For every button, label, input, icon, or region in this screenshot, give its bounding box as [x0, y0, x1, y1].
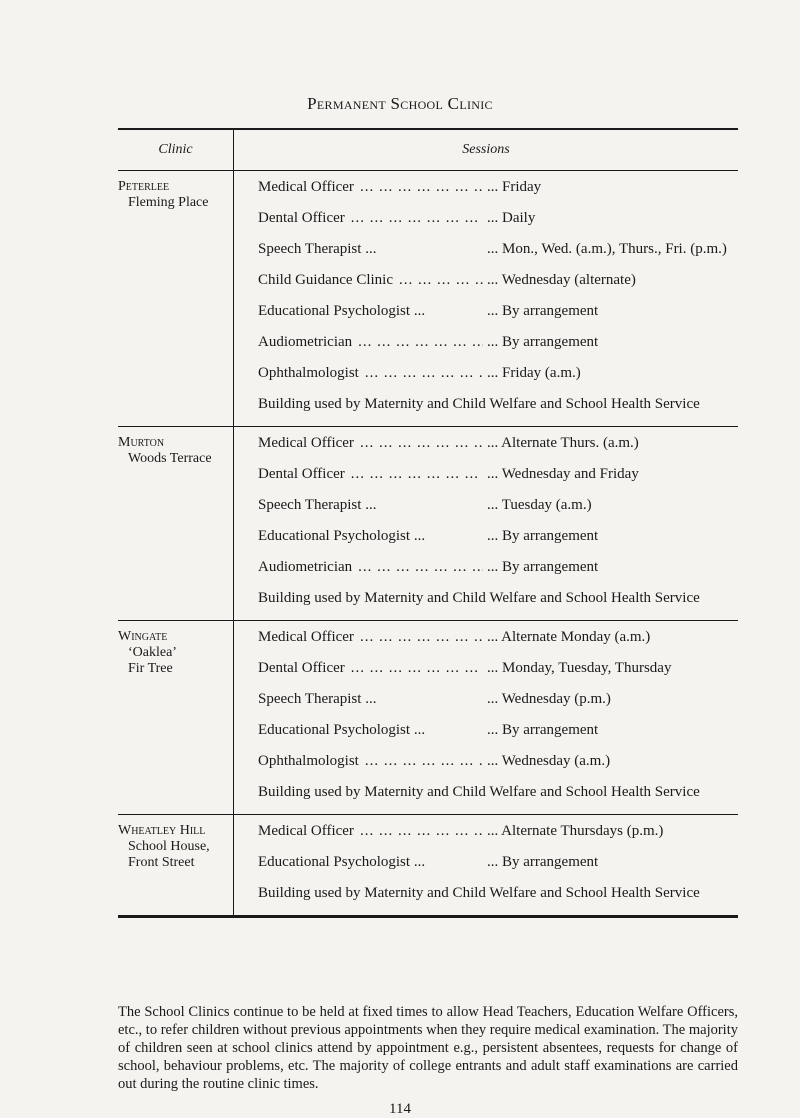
- leader-dots: [354, 433, 483, 453]
- clinic-address-line: Front Street: [128, 855, 195, 870]
- clinic-section: [118, 170, 738, 426]
- clinic-section: [118, 426, 738, 620]
- session-role: [258, 270, 483, 290]
- clinic-table: [118, 128, 738, 918]
- session-schedule: ... Alternate Thursdays (p.m.): [487, 823, 664, 839]
- clinic-section: [118, 620, 738, 814]
- session-row: [258, 689, 738, 720]
- session-row: [258, 239, 738, 270]
- leader-dots: [359, 363, 483, 383]
- session-role-text: Medical Officer: [258, 823, 354, 839]
- session-schedule: ... By arrangement: [487, 559, 599, 575]
- session-schedule: ... By arrangement: [487, 722, 599, 738]
- session-schedule: ... Wednesday (p.m.): [487, 691, 611, 707]
- session-role-text: Educational Psychologist ...: [258, 303, 426, 319]
- table-header-row: [118, 130, 738, 170]
- body-paragraph: The School Clinics continue to be held at fixed times to allow Head Teachers, Education Welfare Officers, etc., to refer children without previous appointments when they require medical examination. The majority of children seen at school clinics attend by appointment e.g., persistent absentees, requests for change of school, behaviour problems, etc. The majority of college entrants and adult staff examinations are carried out during the routine clinic times.: [118, 1004, 738, 1092]
- session-role: [258, 301, 483, 321]
- session-row: [258, 720, 738, 751]
- session-schedule: ... By arrangement: [487, 528, 599, 544]
- session-role: [258, 751, 483, 771]
- building-note: Building used by Maternity and Child Welfare and School Health Service: [258, 590, 700, 606]
- clinic-address-line: School House,: [128, 839, 210, 854]
- building-note: Building used by Maternity and Child Welfare and School Health Service: [258, 784, 700, 800]
- session-schedule: ... By arrangement: [487, 303, 599, 319]
- session-role-text: Ophthalmologist: [258, 365, 359, 381]
- sessions-column-header: Sessions: [462, 142, 510, 157]
- session-role-text: Medical Officer: [258, 179, 354, 195]
- session-role: [258, 464, 483, 484]
- session-schedule: ... Wednesday (a.m.): [487, 753, 611, 769]
- session-role-text: Speech Therapist ...: [258, 497, 377, 513]
- session-schedule: ... Monday, Tuesday, Thursday: [487, 660, 672, 676]
- session-role: [258, 363, 483, 383]
- session-schedule: ... Daily: [487, 210, 536, 226]
- session-role: [258, 433, 483, 453]
- session-role: [258, 332, 483, 352]
- session-role: [258, 239, 483, 259]
- session-role-text: Child Guidance Clinic: [258, 272, 393, 288]
- session-row: [258, 177, 738, 208]
- session-row: [258, 751, 738, 782]
- leader-dots: [359, 751, 483, 771]
- session-row: [258, 557, 738, 588]
- session-row: [258, 658, 738, 689]
- leader-dots: [345, 658, 483, 678]
- session-schedule: ... Tuesday (a.m.): [487, 497, 592, 513]
- clinic-address-line: ‘Oaklea’: [128, 645, 177, 660]
- clinic-address-line: Woods Terrace: [128, 451, 212, 466]
- session-row: [258, 363, 738, 394]
- clinic-cell: [118, 427, 234, 620]
- session-schedule: ... Wednesday and Friday: [487, 466, 639, 482]
- leader-dots: [345, 208, 483, 228]
- session-role-text: Audiometrician: [258, 334, 353, 350]
- clinic-section: [118, 814, 738, 915]
- page-title: Permanent School Clinic: [307, 94, 493, 113]
- leader-dots: [354, 177, 483, 197]
- session-schedule: ... By arrangement: [487, 854, 599, 870]
- sessions-cell: [234, 621, 738, 814]
- session-row: [258, 208, 738, 239]
- building-note: Building used by Maternity and Child Welfare and School Health Service: [258, 396, 700, 412]
- sessions-cell: [234, 171, 738, 426]
- session-schedule: ... Friday (a.m.): [487, 365, 581, 381]
- session-schedule: ... Alternate Monday (a.m.): [487, 629, 651, 645]
- session-row: [258, 852, 738, 883]
- session-role-text: Medical Officer: [258, 629, 354, 645]
- session-row: [258, 821, 738, 852]
- page-number: 114: [389, 1101, 411, 1117]
- session-row: [258, 301, 738, 332]
- table-bottom-rule: [118, 915, 738, 918]
- session-role-text: Dental Officer: [258, 210, 345, 226]
- session-role-text: Dental Officer: [258, 466, 345, 482]
- clinic-sections: [118, 170, 738, 915]
- session-role-text: Medical Officer: [258, 435, 354, 451]
- session-row: [258, 464, 738, 495]
- session-role: [258, 208, 483, 228]
- clinic-name: Peterlee: [118, 179, 170, 194]
- leader-dots: [393, 270, 483, 290]
- session-schedule: ... By arrangement: [487, 334, 599, 350]
- session-role: [258, 627, 483, 647]
- leader-dots: [354, 821, 483, 841]
- session-role-text: Audiometrician: [258, 559, 353, 575]
- session-schedule: ... Friday: [487, 179, 542, 195]
- session-row: [258, 627, 738, 658]
- session-role: [258, 557, 483, 577]
- clinic-cell: [118, 815, 234, 915]
- session-role: [258, 177, 483, 197]
- session-schedule: ... Mon., Wed. (a.m.), Thurs., Fri. (p.m.): [487, 241, 727, 257]
- session-role-text: Speech Therapist ...: [258, 241, 377, 257]
- sessions-cell: [234, 427, 738, 620]
- sessions-cell: [234, 815, 738, 915]
- session-role: [258, 720, 483, 740]
- clinic-name: Murton: [118, 435, 165, 450]
- leader-dots: [352, 557, 483, 577]
- clinic-cell: [118, 621, 234, 814]
- session-role-text: Dental Officer: [258, 660, 345, 676]
- leader-dots: [354, 627, 483, 647]
- clinic-address-line: Fleming Place: [128, 195, 209, 210]
- session-role-text: Ophthalmologist: [258, 753, 359, 769]
- session-role: [258, 821, 483, 841]
- session-role: [258, 495, 483, 515]
- session-schedule: ... Wednesday (alternate): [487, 272, 636, 288]
- session-role: [258, 689, 483, 709]
- clinic-cell: [118, 171, 234, 426]
- session-schedule: ... Alternate Thurs. (a.m.): [487, 435, 639, 451]
- session-row: [258, 332, 738, 363]
- session-role-text: Educational Psychologist ...: [258, 854, 426, 870]
- session-row: [258, 495, 738, 526]
- session-role: [258, 526, 483, 546]
- clinic-name: Wheatley Hill: [118, 823, 206, 838]
- clinic-column-header: Clinic: [118, 130, 234, 170]
- session-role-text: Speech Therapist ...: [258, 691, 377, 707]
- session-role-text: Educational Psychologist ...: [258, 722, 426, 738]
- clinic-name: Wingate: [118, 629, 168, 644]
- session-role-text: Educational Psychologist ...: [258, 528, 426, 544]
- session-row: [258, 433, 738, 464]
- building-note: Building used by Maternity and Child Welfare and School Health Service: [258, 885, 700, 901]
- leader-dots: [345, 464, 483, 484]
- clinic-address-line: Fir Tree: [128, 661, 173, 676]
- session-role: [258, 658, 483, 678]
- session-row: [258, 270, 738, 301]
- session-role: [258, 852, 483, 872]
- leader-dots: [352, 332, 483, 352]
- session-row: [258, 526, 738, 557]
